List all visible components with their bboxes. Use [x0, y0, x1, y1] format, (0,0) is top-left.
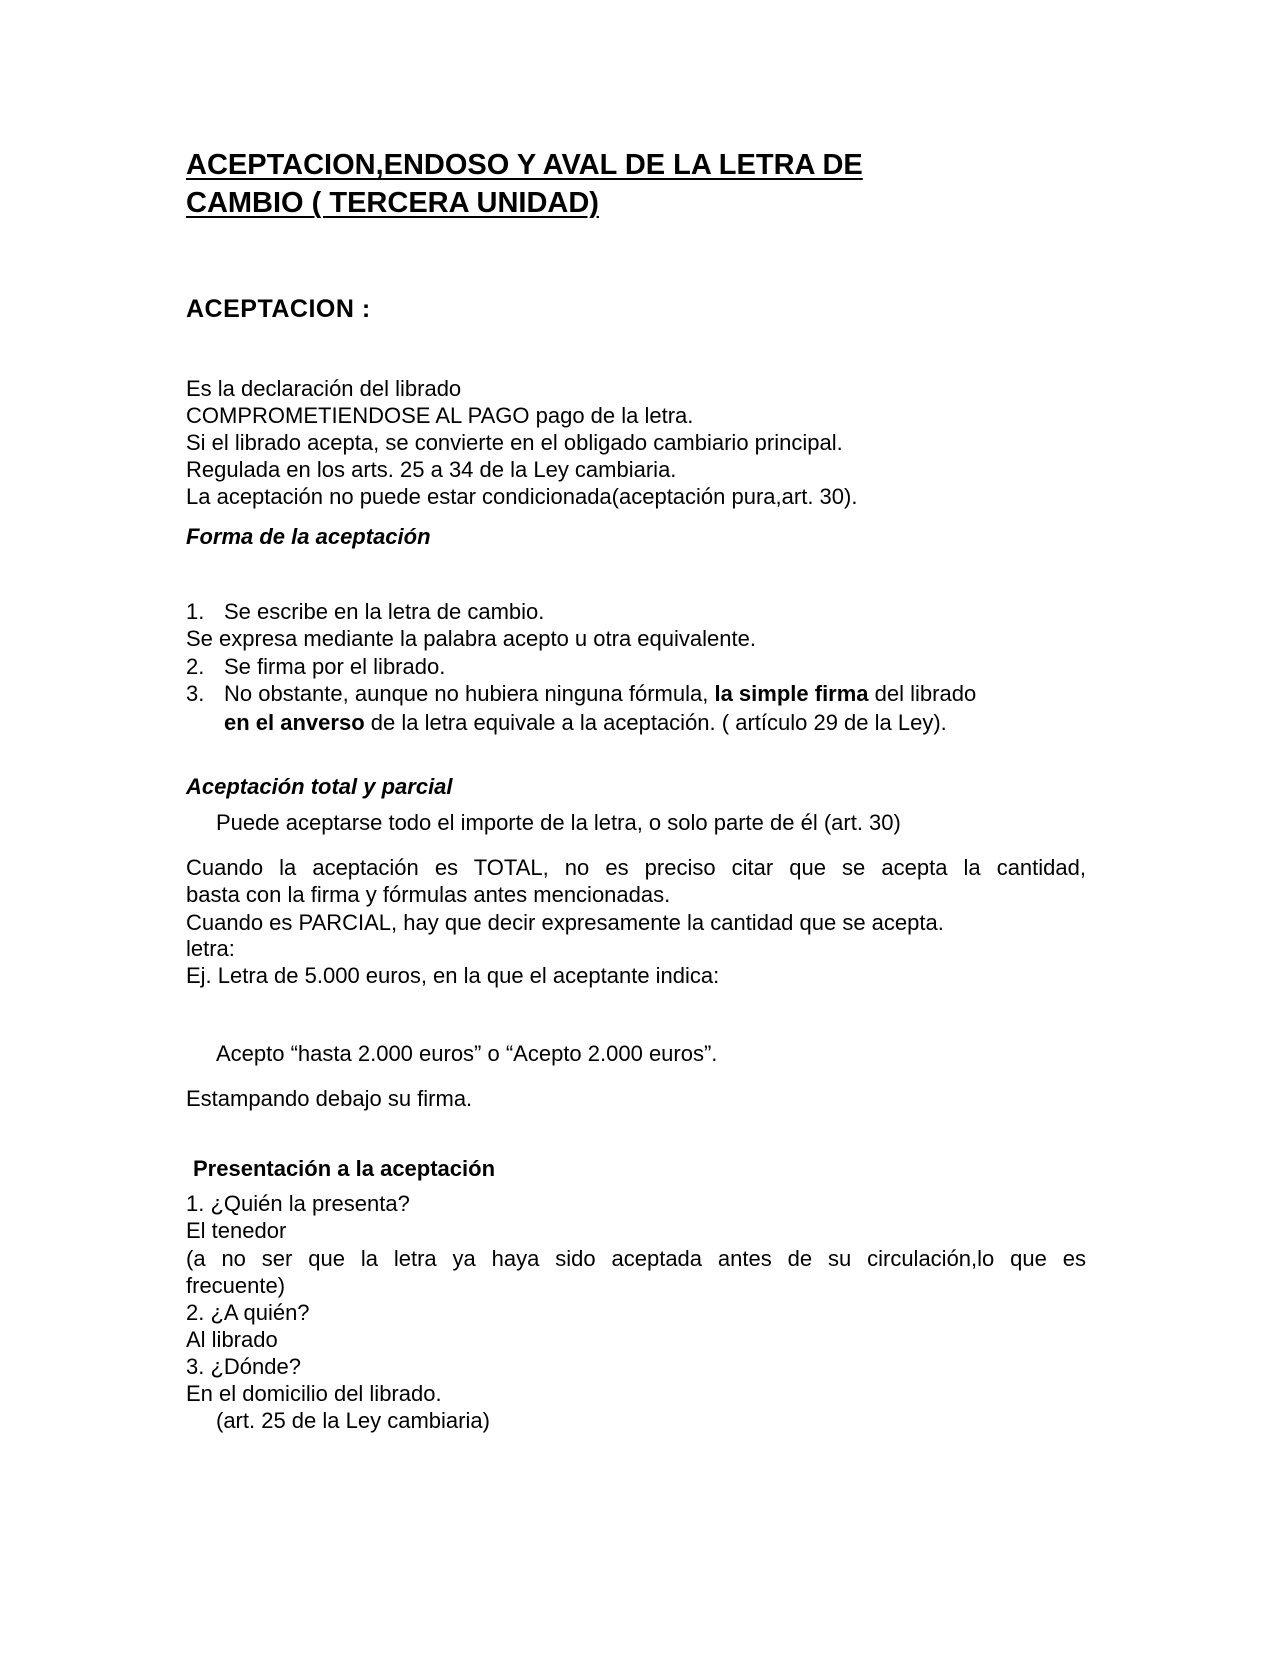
list-text: Se escribe en la letra de cambio. [224, 599, 545, 624]
list-number: 2. [186, 654, 205, 679]
paragraph-line: Puede aceptarse todo el importe de la letra, o solo parte de él (art. 30) [216, 810, 901, 835]
document-title-line-2: CAMBIO ( TERCERA UNIDAD) [186, 187, 599, 219]
list-item-1 [186, 599, 544, 625]
subheading-total-parcial: Aceptación total y parcial [186, 774, 453, 799]
paragraph-line: Es la declaración del librado [186, 376, 462, 401]
paragraph-line: Al librado [186, 1327, 278, 1352]
paragraph-line: La aceptación no puede estar condicionada(aceptación pura,art. 30). [186, 484, 858, 509]
paragraph-line: El tenedor [186, 1218, 287, 1243]
paragraph-line: 3. ¿Dónde? [186, 1354, 301, 1379]
bold-text: en el anverso [224, 710, 365, 735]
paragraph-line: En el domicilio del librado. [186, 1381, 442, 1406]
paragraph-line: Ej. Letra de 5.000 euros, en la que el aceptante indica: [186, 963, 720, 988]
paragraph-line: Acepto “hasta 2.000 euros” o “Acepto 2.000 euros”. [216, 1041, 718, 1066]
list-number: 1. [186, 599, 205, 624]
paragraph-line: letra: [186, 936, 235, 961]
paragraph-line: 1. ¿Quién la presenta? [186, 1191, 410, 1216]
paragraph-line: Se expresa mediante la palabra acepto u otra equivalente. [186, 626, 756, 651]
list-text: del librado [868, 681, 977, 706]
subheading-forma: Forma de la aceptación [186, 524, 431, 549]
paragraph-line: COMPROMETIENDOSE AL PAGO pago de la letra. [186, 403, 694, 428]
list-text: Se firma por el librado. [224, 654, 446, 679]
paragraph-line: basta con la firma y fórmulas antes mencionadas. [186, 882, 671, 907]
bold-text: la simple firma [714, 681, 869, 706]
paragraph-line: Regulada en los arts. 25 a 34 de la Ley cambiaria. [186, 457, 677, 482]
list-text: No obstante, aunque no hubiera ninguna fórmula, [224, 681, 715, 706]
paragraph-line: Cuando la aceptación es TOTAL, no es preciso citar que se acepta la cantidad, [186, 855, 1086, 880]
paragraph-line: Si el librado acepta, se convierte en el obligado cambiario principal. [186, 430, 843, 455]
list-number: 3. [186, 681, 205, 706]
list-item-3 [186, 681, 976, 707]
paragraph-line: Estampando debajo su firma. [186, 1086, 473, 1111]
list-item-3-continuation [224, 710, 947, 736]
paragraph-line: Cuando es PARCIAL, hay que decir expresamente la cantidad que se acepta. [186, 910, 944, 935]
list-item-2 [186, 654, 445, 680]
list-text: de la letra equivale a la aceptación. ( artículo 29 de la Ley). [364, 710, 947, 735]
paragraph-line: (art. 25 de la Ley cambiaria) [216, 1408, 490, 1433]
paragraph-line: (a no ser que la letra ya haya sido aceptada antes de su circulación,lo que es [186, 1246, 1086, 1271]
section-heading-aceptacion: ACEPTACION : [186, 295, 371, 323]
document-title-line-1: ACEPTACION,ENDOSO Y AVAL DE LA LETRA DE [186, 149, 863, 181]
paragraph-line: 2. ¿A quién? [186, 1300, 310, 1325]
subheading-presentacion: Presentación a la aceptación [193, 1156, 496, 1181]
paragraph-line: frecuente) [186, 1273, 286, 1298]
